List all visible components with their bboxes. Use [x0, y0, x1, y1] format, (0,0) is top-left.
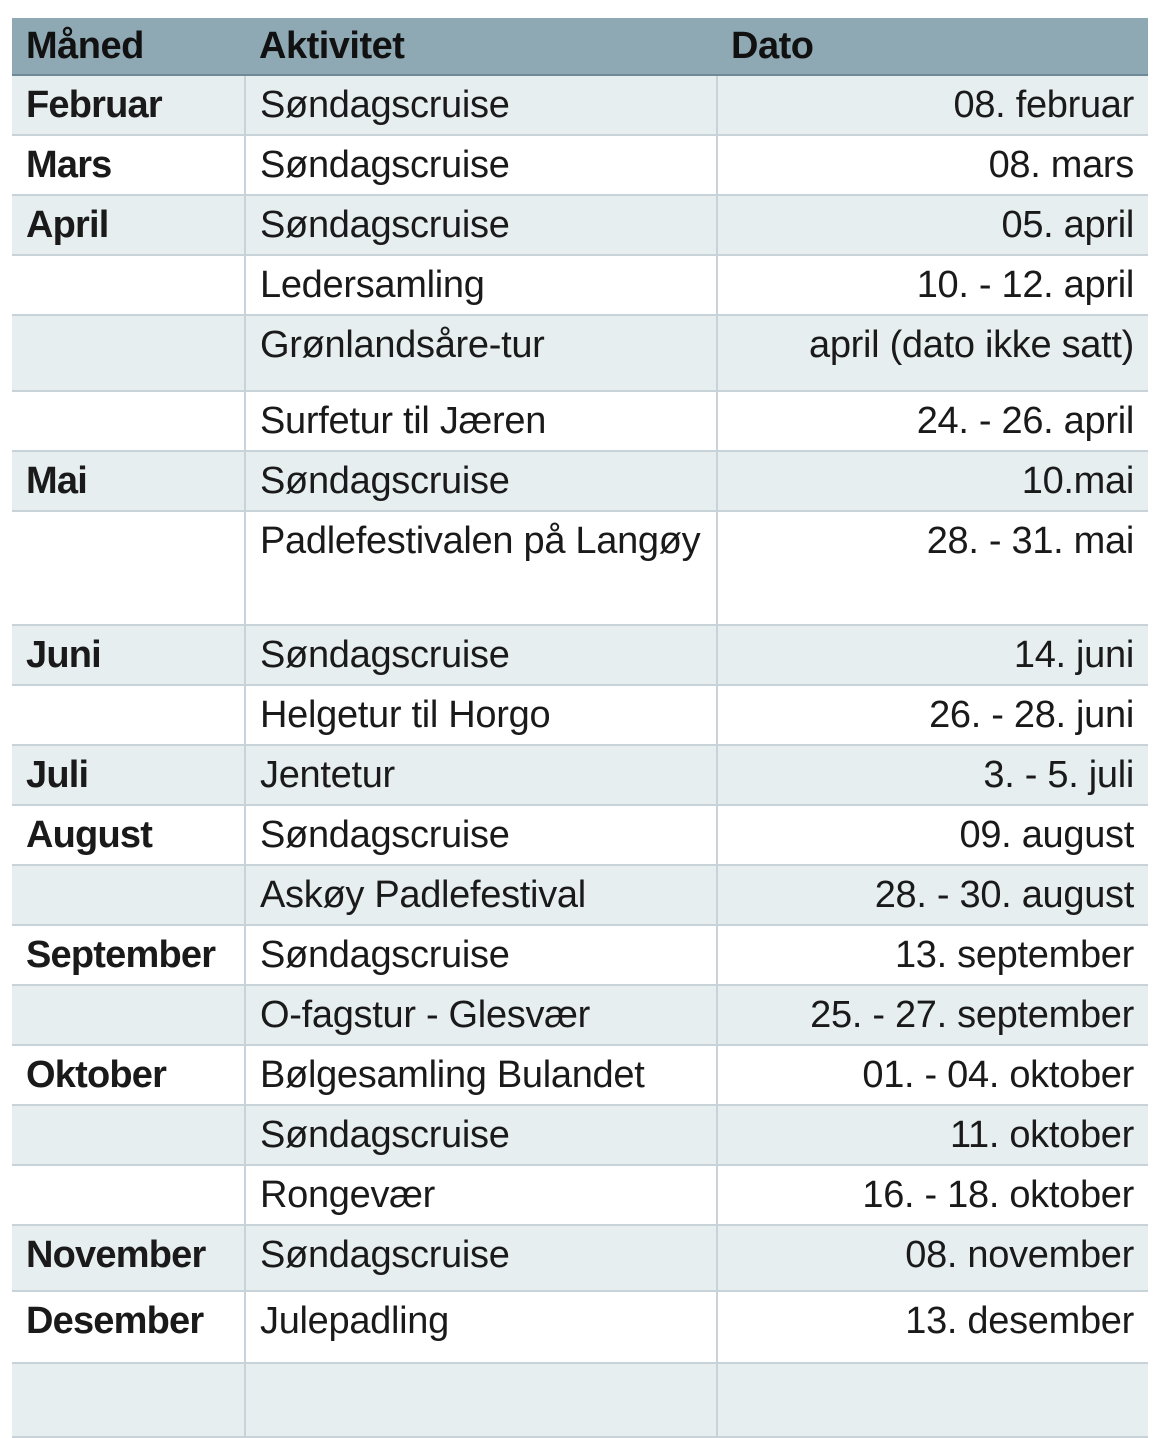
date-cell: 08. mars: [717, 135, 1148, 195]
table-row: [12, 745, 1148, 805]
date-cell: 24. - 26. april: [717, 391, 1148, 451]
month-cell: Oktober: [12, 1045, 245, 1105]
table-row: [12, 865, 1148, 925]
date-cell: april (dato ikke satt): [717, 315, 1148, 391]
activity-cell: Padlefestivalen på Langøy: [245, 511, 717, 625]
month-cell: Desember: [12, 1291, 245, 1363]
activity-cell: Søndagscruise: [245, 135, 717, 195]
table-row: [12, 135, 1148, 195]
activity-cell: Søndagscruise: [245, 451, 717, 511]
table-row: [12, 451, 1148, 511]
activity-cell: Søndagscruise: [245, 925, 717, 985]
month-cell: April: [12, 195, 245, 255]
table-row: [12, 255, 1148, 315]
table-row: [12, 1045, 1148, 1105]
activity-cell: Surfetur til Jæren: [245, 391, 717, 451]
month-cell: Februar: [12, 75, 245, 135]
activity-cell: Jentetur: [245, 745, 717, 805]
date-cell: 13. september: [717, 925, 1148, 985]
activity-cell: [245, 1363, 717, 1437]
activity-cell: Søndagscruise: [245, 1225, 717, 1291]
table-row: [12, 1165, 1148, 1225]
date-cell: 09. august: [717, 805, 1148, 865]
month-cell: [12, 391, 245, 451]
month-cell: [12, 1105, 245, 1165]
month-cell: [12, 985, 245, 1045]
date-cell: [717, 1363, 1148, 1437]
activity-cell: Søndagscruise: [245, 75, 717, 135]
month-cell: Mars: [12, 135, 245, 195]
table-row: [12, 315, 1148, 391]
date-cell: 16. - 18. oktober: [717, 1165, 1148, 1225]
month-cell: [12, 1363, 245, 1437]
table-row: [12, 1105, 1148, 1165]
header-date: Dato: [717, 18, 1148, 75]
month-cell: November: [12, 1225, 245, 1291]
month-cell: Juli: [12, 745, 245, 805]
date-cell: 11. oktober: [717, 1105, 1148, 1165]
table-row: [12, 625, 1148, 685]
table-row: [12, 195, 1148, 255]
activity-cell: Grønlandsåre-tur: [245, 315, 717, 391]
month-cell: [12, 315, 245, 391]
activity-cell: Søndagscruise: [245, 805, 717, 865]
activity-schedule-table: [12, 18, 1148, 1438]
date-cell: 08. februar: [717, 75, 1148, 135]
header-month: Måned: [12, 18, 245, 75]
date-cell: 26. - 28. juni: [717, 685, 1148, 745]
activity-cell: Askøy Padlefestival: [245, 865, 717, 925]
date-cell: 08. november: [717, 1225, 1148, 1291]
activity-cell: Ledersamling: [245, 255, 717, 315]
table-header: [12, 18, 1148, 75]
month-cell: [12, 685, 245, 745]
activity-cell: Bølgesamling Bulandet: [245, 1045, 717, 1105]
date-cell: 13. desember: [717, 1291, 1148, 1363]
table-row: [12, 511, 1148, 625]
month-cell: Mai: [12, 451, 245, 511]
date-cell: 10.mai: [717, 451, 1148, 511]
month-cell: Juni: [12, 625, 245, 685]
month-cell: August: [12, 805, 245, 865]
table-row: [12, 391, 1148, 451]
header-row: [12, 18, 1148, 75]
date-cell: 01. - 04. oktober: [717, 1045, 1148, 1105]
table-row: [12, 1291, 1148, 1363]
header-activity: Aktivitet: [245, 18, 717, 75]
date-cell: 05. april: [717, 195, 1148, 255]
month-cell: [12, 255, 245, 315]
table-row: [12, 1363, 1148, 1437]
table-row: [12, 985, 1148, 1045]
month-cell: [12, 865, 245, 925]
date-cell: 10. - 12. april: [717, 255, 1148, 315]
table-row: [12, 805, 1148, 865]
activity-cell: Søndagscruise: [245, 625, 717, 685]
activity-cell: Julepadling: [245, 1291, 717, 1363]
month-cell: [12, 1165, 245, 1225]
table-row: [12, 1225, 1148, 1291]
activity-cell: Søndagscruise: [245, 1105, 717, 1165]
date-cell: 25. - 27. september: [717, 985, 1148, 1045]
table-body: [12, 75, 1148, 1437]
activity-cell: Rongevær: [245, 1165, 717, 1225]
table-row: [12, 925, 1148, 985]
table-row: [12, 75, 1148, 135]
date-cell: 28. - 30. august: [717, 865, 1148, 925]
month-cell: September: [12, 925, 245, 985]
table-row: [12, 685, 1148, 745]
date-cell: 3. - 5. juli: [717, 745, 1148, 805]
date-cell: 28. - 31. mai: [717, 511, 1148, 625]
month-cell: [12, 511, 245, 625]
activity-cell: Søndagscruise: [245, 195, 717, 255]
date-cell: 14. juni: [717, 625, 1148, 685]
activity-cell: Helgetur til Horgo: [245, 685, 717, 745]
activity-cell: O-fagstur - Glesvær: [245, 985, 717, 1045]
